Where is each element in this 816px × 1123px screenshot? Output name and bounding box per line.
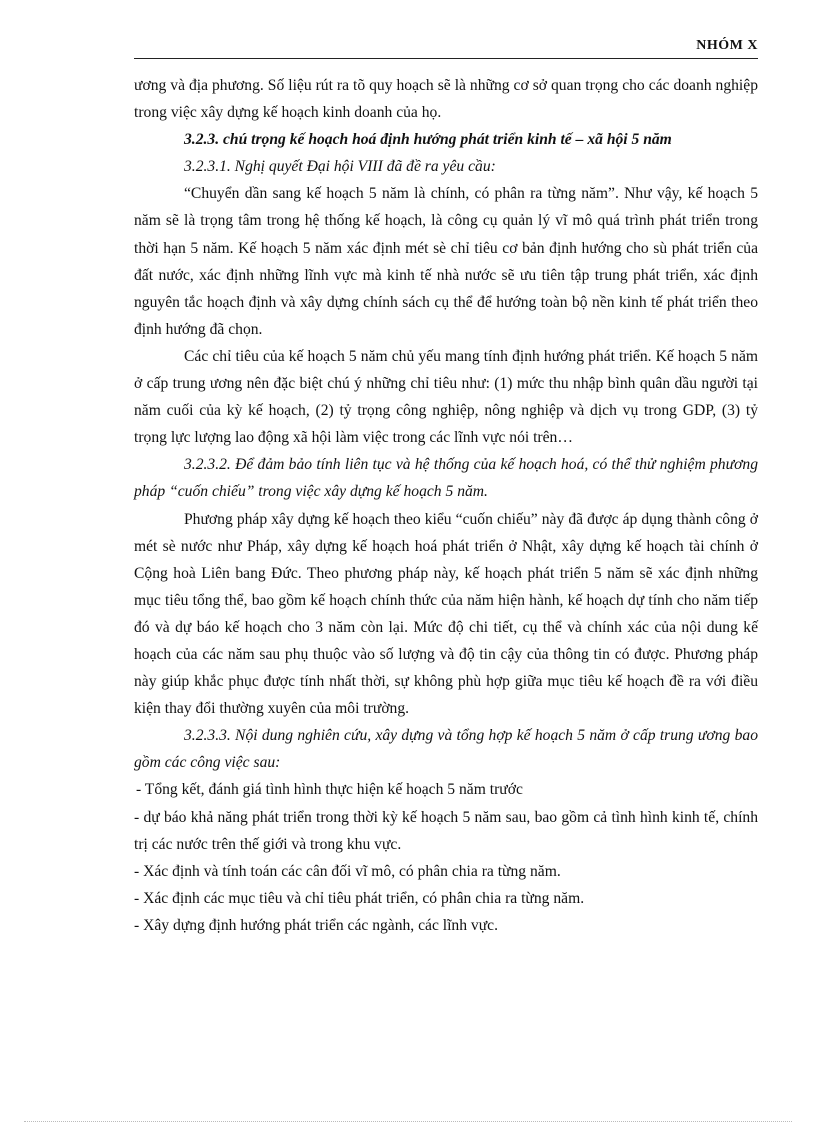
section-heading-3-2-3: 3.2.3. chú trọng kế hoạch hoá định hướng phát triển kinh tế – xã hội 5 năm bbox=[184, 131, 672, 149]
subsection-heading-3-2-3-3: 3.2.3.3. Nội dung nghiên cứu, xây dựng và tổng hợp kế hoạch 5 năm ở cấp trung ương bao gồm các công việc sau: bbox=[134, 727, 758, 772]
document-body bbox=[134, 72, 758, 939]
page-bottom-divider bbox=[24, 1121, 792, 1122]
header-title: NHÓM X bbox=[696, 38, 758, 53]
list-item: - Xác định các mục tiêu và chỉ tiêu phát triển, có phân chia ra từng năm. bbox=[134, 889, 585, 907]
paragraph-rolling-method: Phương pháp xây dựng kế hoạch theo kiểu “cuốn chiếu” này đã được áp dụng thành công ở mét sè nước như Pháp, xây dựng kế hoạch hoá phát triển ở Nhật, xây dựng kế hoạch tài chính ở Cộng hoà Liên bang Đức. Theo phương pháp này, kế hoạch phát triển 5 năm sẽ xác định những mục tiêu tổng thể, bao gồm kế hoạch chính thức của năm hiện hành, kế hoạch dự tính cho năm tiếp đó và dự báo kế hoạch cho 3 năm còn lại. Mức độ chi tiết, cụ thể và chính xác của nội dung kế hoạch của các năm sau phụ thuộc vào số lượng và độ tin cậy của thông tin có được. Phương pháp này giúp khắc phục được tính nhất thời, sự không phù hợp giữa mục tiêu kế hoạch đề ra với điều kiện thay đổi thường xuyên của môi trường. bbox=[134, 510, 758, 718]
list-item: - Xác định và tính toán các cân đối vĩ mô, có phân chia ra từng năm. bbox=[134, 862, 561, 880]
subsection-heading-3-2-3-2: 3.2.3.2. Để đảm bảo tính liên tục và hệ thống của kế hoạch hoá, có thể thử nghiệm phương pháp “cuốn chiếu” trong việc xây dựng kế hoạch 5 năm. bbox=[134, 456, 758, 501]
paragraph-continuation: ương và địa phương. Số liệu rút ra tõ quy hoạch sẽ là những cơ sở quan trọng cho các doanh nghiệp trong việc xây dựng kế hoạch kinh doanh của họ. bbox=[134, 77, 758, 122]
paragraph-five-year-plan: “Chuyển dần sang kế hoạch 5 năm là chính, có phân ra từng năm”. Như vậy, kế hoạch 5 năm sẽ là trọng tâm trong hệ thống kế hoạch, là công cụ quản lý vĩ mô quá trình phát triển trong thời hạn 5 năm. Kế hoạch 5 năm xác định mét sè chỉ tiêu cơ bản định hướng cho sù phát triển của đất nước, xác định những lĩnh vực mà kinh tế nhà nước sẽ ưu tiên tập trung phát triển, xác định nguyên tắc hoạch định và xây dựng chính sách cụ thể để hướng toàn bộ nền kinh tế phát triển theo định hướng đã chọn. bbox=[134, 185, 758, 338]
paragraph-indicators: Các chỉ tiêu của kế hoạch 5 năm chủ yếu mang tính định hướng phát triển. Kế hoạch 5 năm ở cấp trung ương nên đặc biệt chú ý những chỉ tiêu như: (1) mức thu nhập bình quân dầu người tại năm cuối của kỳ kế hoạch, (2) tỷ trọng công nghiệp, nông nghiệp và dịch vụ trong GDP, (3) tỷ trọng lực lượng lao động xã hội làm việc trong các lĩnh vực nói trên… bbox=[134, 347, 758, 447]
page-header bbox=[134, 36, 758, 59]
list-item: - dự báo khả năng phát triển trong thời kỳ kế hoạch 5 năm sau, bao gồm cả tình hình kinh tế, chính trị các nước trên thế giới và trong khu vực. bbox=[134, 808, 758, 853]
list-item: - Tổng kết, đánh giá tình hình thực hiện kế hoạch 5 năm trước bbox=[136, 781, 523, 799]
subsection-heading-3-2-3-1: 3.2.3.1. Nghị quyết Đại hội VIII đã đề ra yêu cầu: bbox=[184, 158, 496, 176]
list-item: - Xây dựng định hướng phát triển các ngành, các lĩnh vực. bbox=[134, 916, 498, 934]
